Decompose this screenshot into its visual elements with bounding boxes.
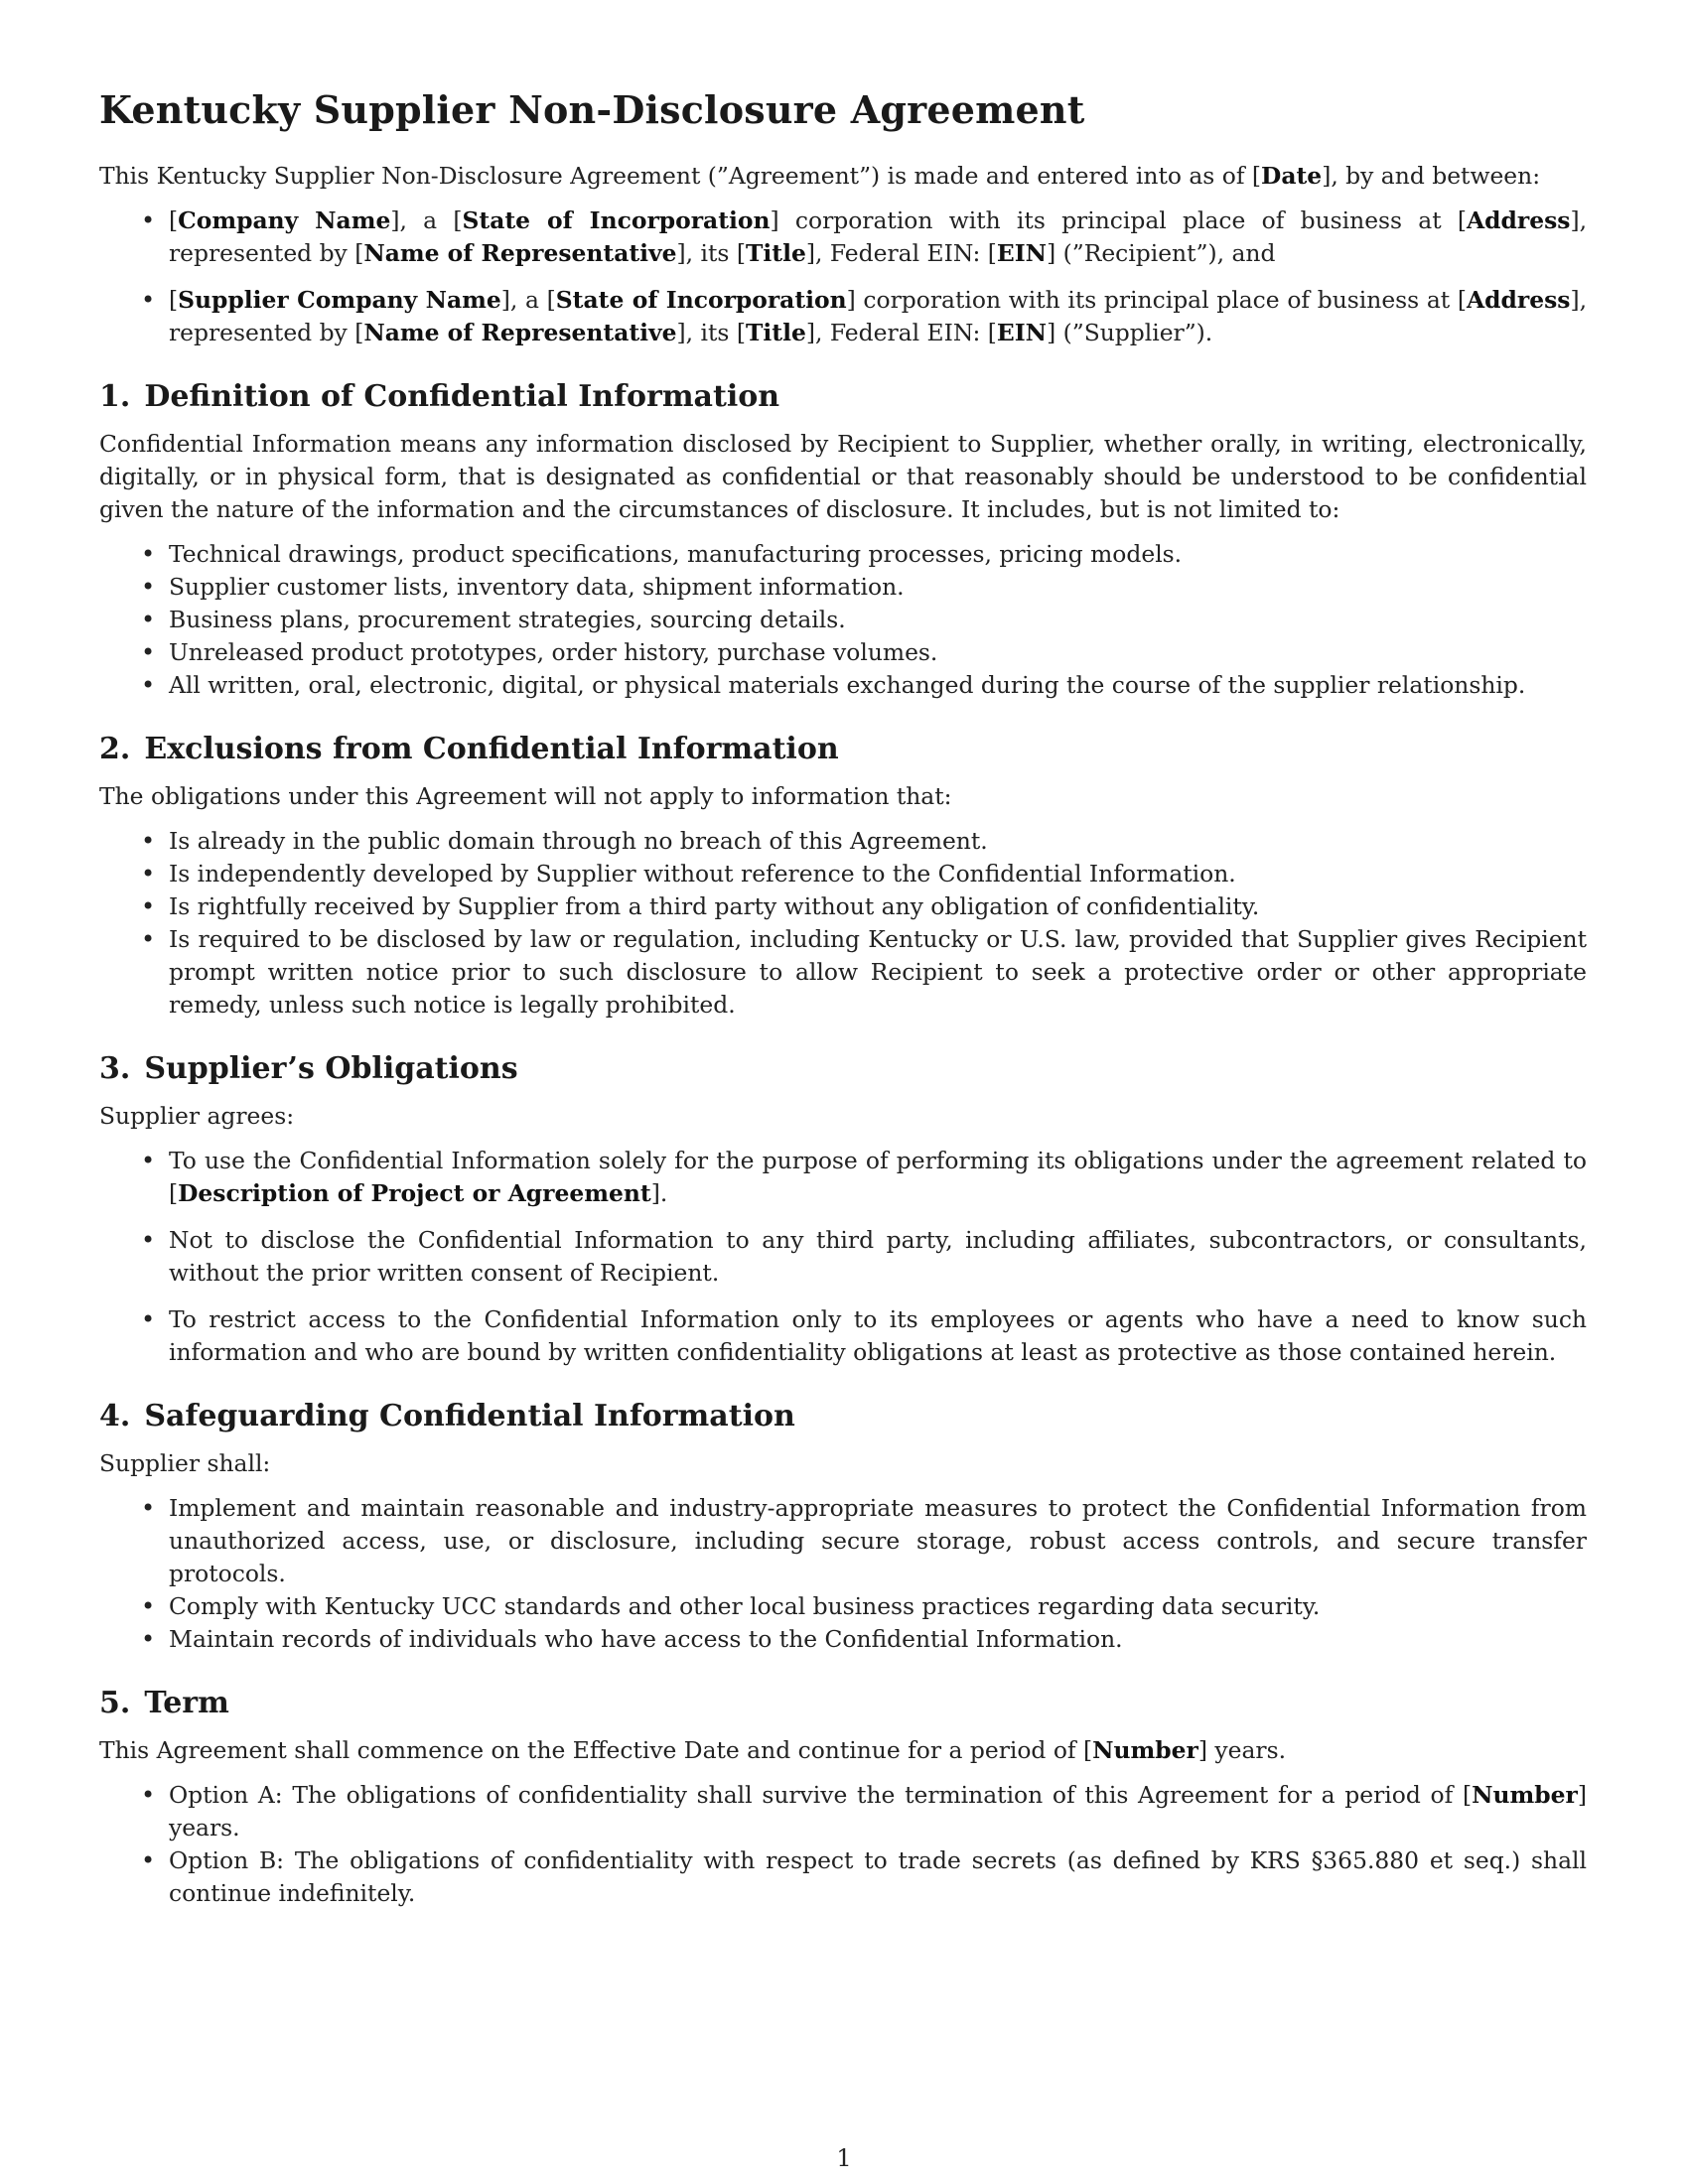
list-item: • Maintain records of individuals who have access to the Confidential Information. <box>169 1623 1587 1656</box>
section-4-heading: 4. Safeguarding Confidential Information <box>99 1399 795 1433</box>
document-title: Kentucky Supplier Non-Disclosure Agreement <box>99 87 1085 132</box>
section-2-list <box>99 825 1587 1022</box>
section-5-heading: 5. Term <box>99 1686 229 1720</box>
list-item: • Unreleased product prototypes, order history, purchase volumes. <box>169 636 1587 669</box>
list-item: • Comply with Kentucky UCC standards and other local business practices regarding data security. <box>169 1590 1587 1623</box>
list-item: • Not to disclose the Confidential Information to any third party, including affiliates, subcontractors, or consultants, without the prior written consent of Recipient. <box>169 1224 1587 1290</box>
ein-placeholder: EIN <box>996 239 1048 267</box>
page-number: 1 <box>836 2144 852 2172</box>
state-placeholder: State of Incorporation <box>462 206 771 234</box>
section-2-body: The obligations under this Agreement will not apply to information that: <box>99 782 952 810</box>
ein-placeholder: EIN <box>996 319 1048 346</box>
list-item: • All written, oral, electronic, digital, or physical materials exchanged during the course of the supplier relationship. <box>169 669 1587 702</box>
parties-list <box>99 205 1587 349</box>
title-placeholder: Title <box>745 239 806 267</box>
intro-text-2: ], by and between: <box>1322 162 1541 190</box>
representative-placeholder: Name of Representative <box>363 319 677 346</box>
section-5-body: This Agreement shall commence on the Effective Date and continue for a period of [Number] years. <box>99 1736 1287 1764</box>
list-item: • Business plans, procurement strategies, sourcing details. <box>169 604 1587 636</box>
company-name-placeholder: Company Name <box>178 206 391 234</box>
state-placeholder: State of Incorporation <box>555 286 847 314</box>
party-supplier: • [Supplier Company Name], a [State of Incorporation] corporation with its principal place of business at [Address], represented by [Name of Representative], its [Title], Federal EIN: [EIN] (”Supplier”). <box>169 284 1587 349</box>
list-item: • Is already in the public domain through no breach of this Agreement. <box>169 825 1587 858</box>
section-1-list <box>99 538 1587 702</box>
section-2-heading: 2. Exclusions from Confidential Information <box>99 732 839 766</box>
supplier-company-placeholder: Supplier Company Name <box>178 286 501 314</box>
representative-placeholder: Name of Representative <box>363 239 677 267</box>
title-placeholder: Title <box>745 319 806 346</box>
section-3-body: Supplier agrees: <box>99 1102 295 1130</box>
list-item: • Option B: The obligations of confidentiality with respect to trade secrets (as defined by KRS §365.880 et seq.) shall continue indefinitely. <box>169 1844 1587 1910</box>
intro-text-1: This Kentucky Supplier Non-Disclosure Agreement (”Agreement”) is made and entered into as of [ <box>99 162 1262 190</box>
list-item: • Is required to be disclosed by law or regulation, including Kentucky or U.S. law, provided that Supplier gives Recipient prompt written notice prior to such disclosure to allow Recipient to seek a protective order or other appropriate remedy, unless such notice is legally prohibited. <box>169 923 1587 1022</box>
section-3-list <box>99 1145 1587 1369</box>
list-item: • Supplier customer lists, inventory data, shipment information. <box>169 571 1587 604</box>
section-1-body: Confidential Information means any information disclosed by Recipient to Supplier, whether orally, in writing, electronically, digitally, or in physical form, that is designated as confidential or that reasonably should be understood to be confidential given the nature of the information and the circumstances of disclosure. It includes, but is not limited to: <box>99 430 1587 523</box>
list-item: • Option A: The obligations of confidentiality shall survive the termination of this Agreement for a period of [Number] years. <box>169 1779 1587 1844</box>
project-description-placeholder: Description of Project or Agreement <box>178 1179 651 1207</box>
address-placeholder: Address <box>1467 286 1571 314</box>
list-item: • To use the Confidential Information solely for the purpose of performing its obligations under the agreement related to [Description of Project or Agreement]. <box>169 1145 1587 1210</box>
date-placeholder: Date <box>1261 162 1323 190</box>
list-item: • Is rightfully received by Supplier from a third party without any obligation of confidentiality. <box>169 890 1587 923</box>
list-item: • To restrict access to the Confidential Information only to its employees or agents who have a need to know such information and who are bound by written confidentiality obligations at least as protective as those contained herein. <box>169 1303 1587 1369</box>
section-3-heading: 3. Supplier’s Obligations <box>99 1051 518 1086</box>
party-recipient: • [Company Name], a [State of Incorporation] corporation with its principal place of business at [Address], represented by [Name of Representative], its [Title], Federal EIN: [EIN] (”Recipient”), and <box>169 205 1587 270</box>
document-page <box>99 87 1587 1916</box>
number-placeholder: Number <box>1472 1781 1578 1809</box>
section-5-list <box>99 1779 1587 1910</box>
intro-paragraph <box>99 160 1587 193</box>
number-placeholder: Number <box>1092 1736 1198 1764</box>
section-4-body: Supplier shall: <box>99 1449 271 1477</box>
section-4-list <box>99 1492 1587 1656</box>
section-1-heading: 1. Definition of Confidential Information <box>99 379 780 414</box>
list-item: • Implement and maintain reasonable and industry-appropriate measures to protect the Confidential Information from unauthorized access, use, or disclosure, including secure storage, robust access controls, and secure transfer protocols. <box>169 1492 1587 1590</box>
address-placeholder: Address <box>1467 206 1571 234</box>
list-item: • Technical drawings, product specifications, manufacturing processes, pricing models. <box>169 538 1587 571</box>
list-item: • Is independently developed by Supplier without reference to the Confidential Information. <box>169 858 1587 890</box>
